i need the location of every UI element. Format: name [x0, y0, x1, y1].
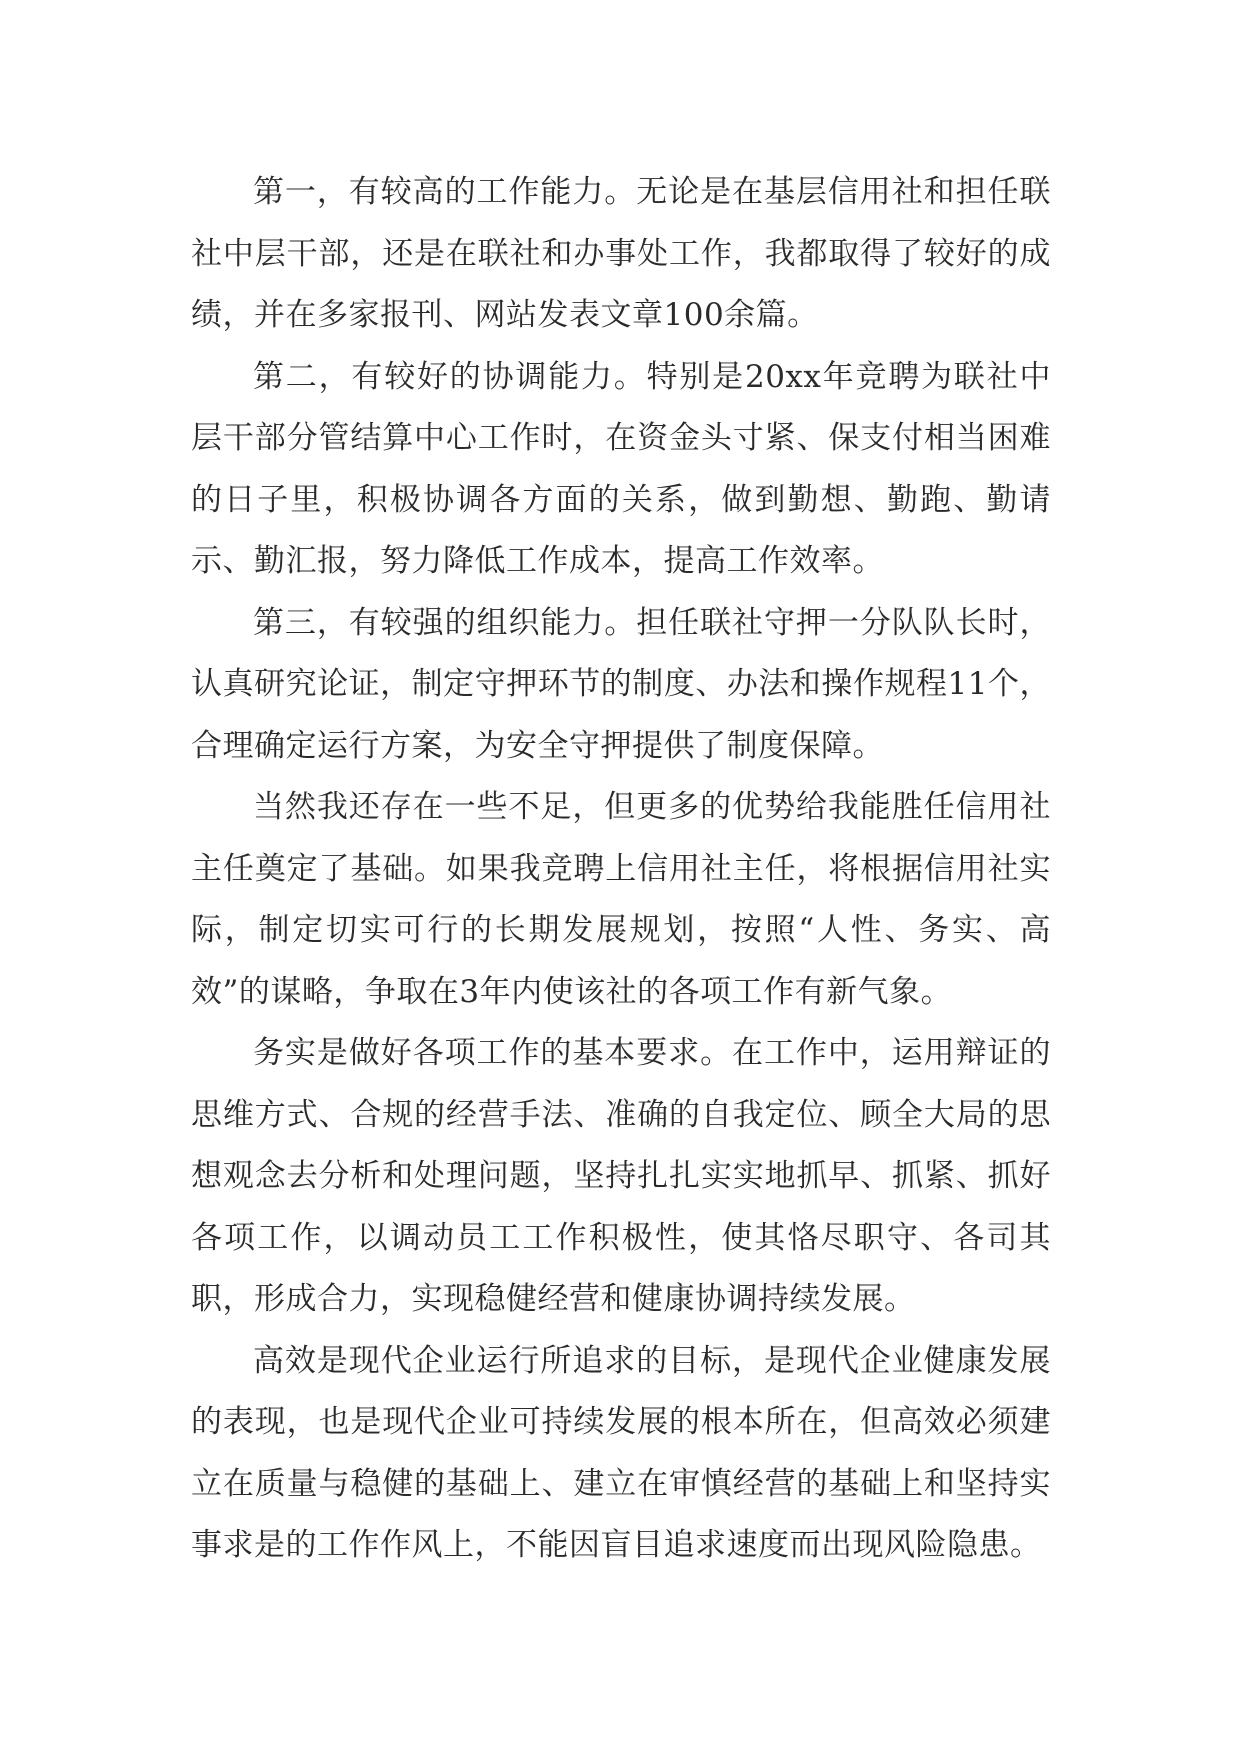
paragraph-work-ability: 第一，有较高的工作能力。无论是在基层信用社和担任联社中层干部，还是在联社和办事处工作，我都取得了较好的成绩，并在多家报刊、网站发表文章100余篇。	[191, 174, 1051, 333]
paragraph-efficiency: 高效是现代企业运行所追求的目标，是现代企业健康发展的表现，也是现代企业可持续发展的根本所在，但高效必须建立在质量与稳健的基础上、建立在审慎经营的基础上和坚持实事求是的工作作风上，不能因盲目追求速度而出现风险隐患。	[191, 1342, 1051, 1563]
paragraph-pragmatism: 务实是做好各项工作的基本要求。在工作中，运用辩证的思维方式、合规的经营手法、准确的自我定位、顾全大局的思想观念去分析和处理问题，坚持扎扎实实地抓早、抓紧、抓好各项工作，以调动员工工作积极性，使其恪尽职守、各司其职，形成合力，实现稳健经营和健康协调持续发展。	[191, 1035, 1051, 1317]
document-body	[191, 162, 1051, 1577]
paragraph-organization-ability: 第三，有较强的组织能力。担任联社守押一分队队长时，认真研究论证，制定守押环节的制度、办法和操作规程11个，合理确定运行方案，为安全守押提供了制度保障。	[191, 604, 1051, 764]
paragraph-coordination-ability: 第二，有较好的协调能力。特别是20xx年竞聘为联社中层干部分管结算中心工作时，在资金头寸紧、保支付相当困难的日子里，积极协调各方面的关系，做到勤想、勤跑、勤请示、勤汇报，努力降低工作成本，提高工作效率。	[191, 358, 1051, 579]
paragraph-shortcomings-and-plan: 当然我还存在一些不足，但更多的优势给我能胜任信用社主任奠定了基础。如果我竞聘上信用社主任，将根据信用社实际，制定切实可行的长期发展规划，按照“人性、务实、高效”的谋略，争取在3年内使该社的各项工作有新气象。	[191, 789, 1051, 1010]
